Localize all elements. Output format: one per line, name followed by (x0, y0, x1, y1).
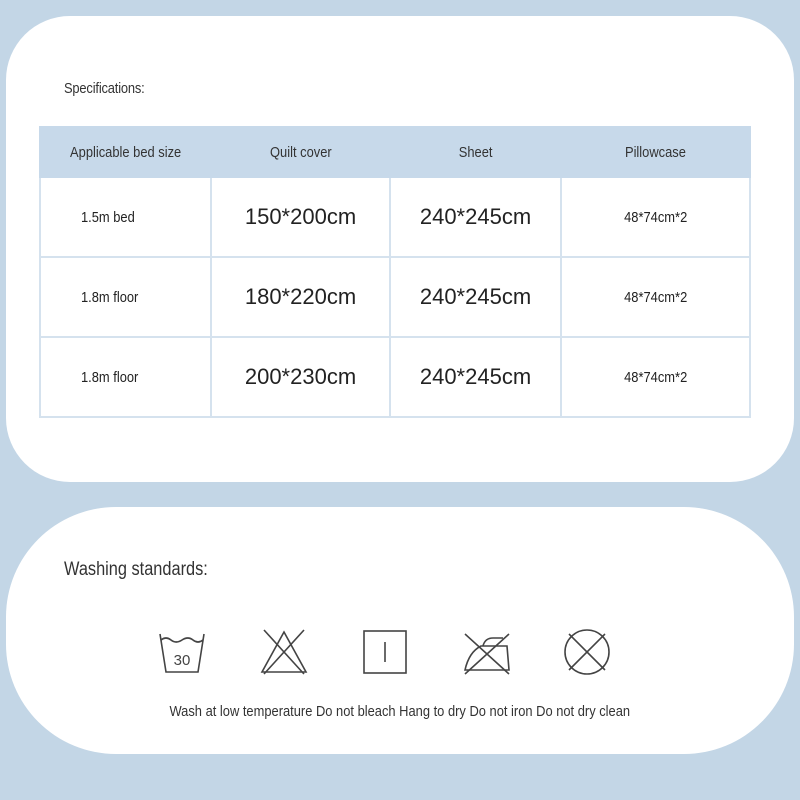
pillowcase-cell: 48*74cm*2 (561, 337, 750, 417)
washing-title: Washing standards: (64, 559, 208, 580)
pillowcase-cell: 48*74cm*2 (561, 257, 750, 337)
bed-size-cell: 1.8m floor (40, 337, 211, 417)
quilt-cover-cell: 180*220cm (211, 257, 390, 337)
header-bed-size: Applicable bed size (40, 127, 211, 177)
header-pillowcase: Pillowcase (561, 127, 750, 177)
bed-size-cell: 1.8m floor (40, 257, 211, 337)
quilt-cover-cell: 150*200cm (211, 177, 390, 257)
wash-30-icon (156, 626, 208, 678)
hang-dry-icon (359, 626, 411, 678)
wash-temperature: 30 (173, 652, 191, 669)
header-sheet: Sheet (390, 127, 561, 177)
no-dry-clean-icon (561, 626, 613, 678)
pillowcase-cell: 48*74cm*2 (561, 177, 750, 257)
table-row (40, 337, 750, 417)
washing-caption: Wash at low temperature Do not bleach Hang to dry Do not iron Do not dry clean (169, 703, 631, 720)
header-quilt-cover: Quilt cover (211, 127, 390, 177)
table-header-row (40, 127, 750, 177)
table-row (40, 257, 750, 337)
specifications-title: Specifications: (64, 80, 145, 97)
specifications-card (6, 16, 794, 482)
washing-card (6, 507, 794, 754)
specifications-table (39, 126, 751, 418)
bed-size-cell: 1.5m bed (40, 177, 211, 257)
table-row (40, 177, 750, 257)
quilt-cover-cell: 200*230cm (211, 337, 390, 417)
no-iron-icon (461, 626, 513, 678)
washing-icons (6, 626, 794, 678)
no-bleach-icon (258, 626, 310, 678)
sheet-cell: 240*245cm (390, 257, 561, 337)
sheet-cell: 240*245cm (390, 337, 561, 417)
sheet-cell: 240*245cm (390, 177, 561, 257)
